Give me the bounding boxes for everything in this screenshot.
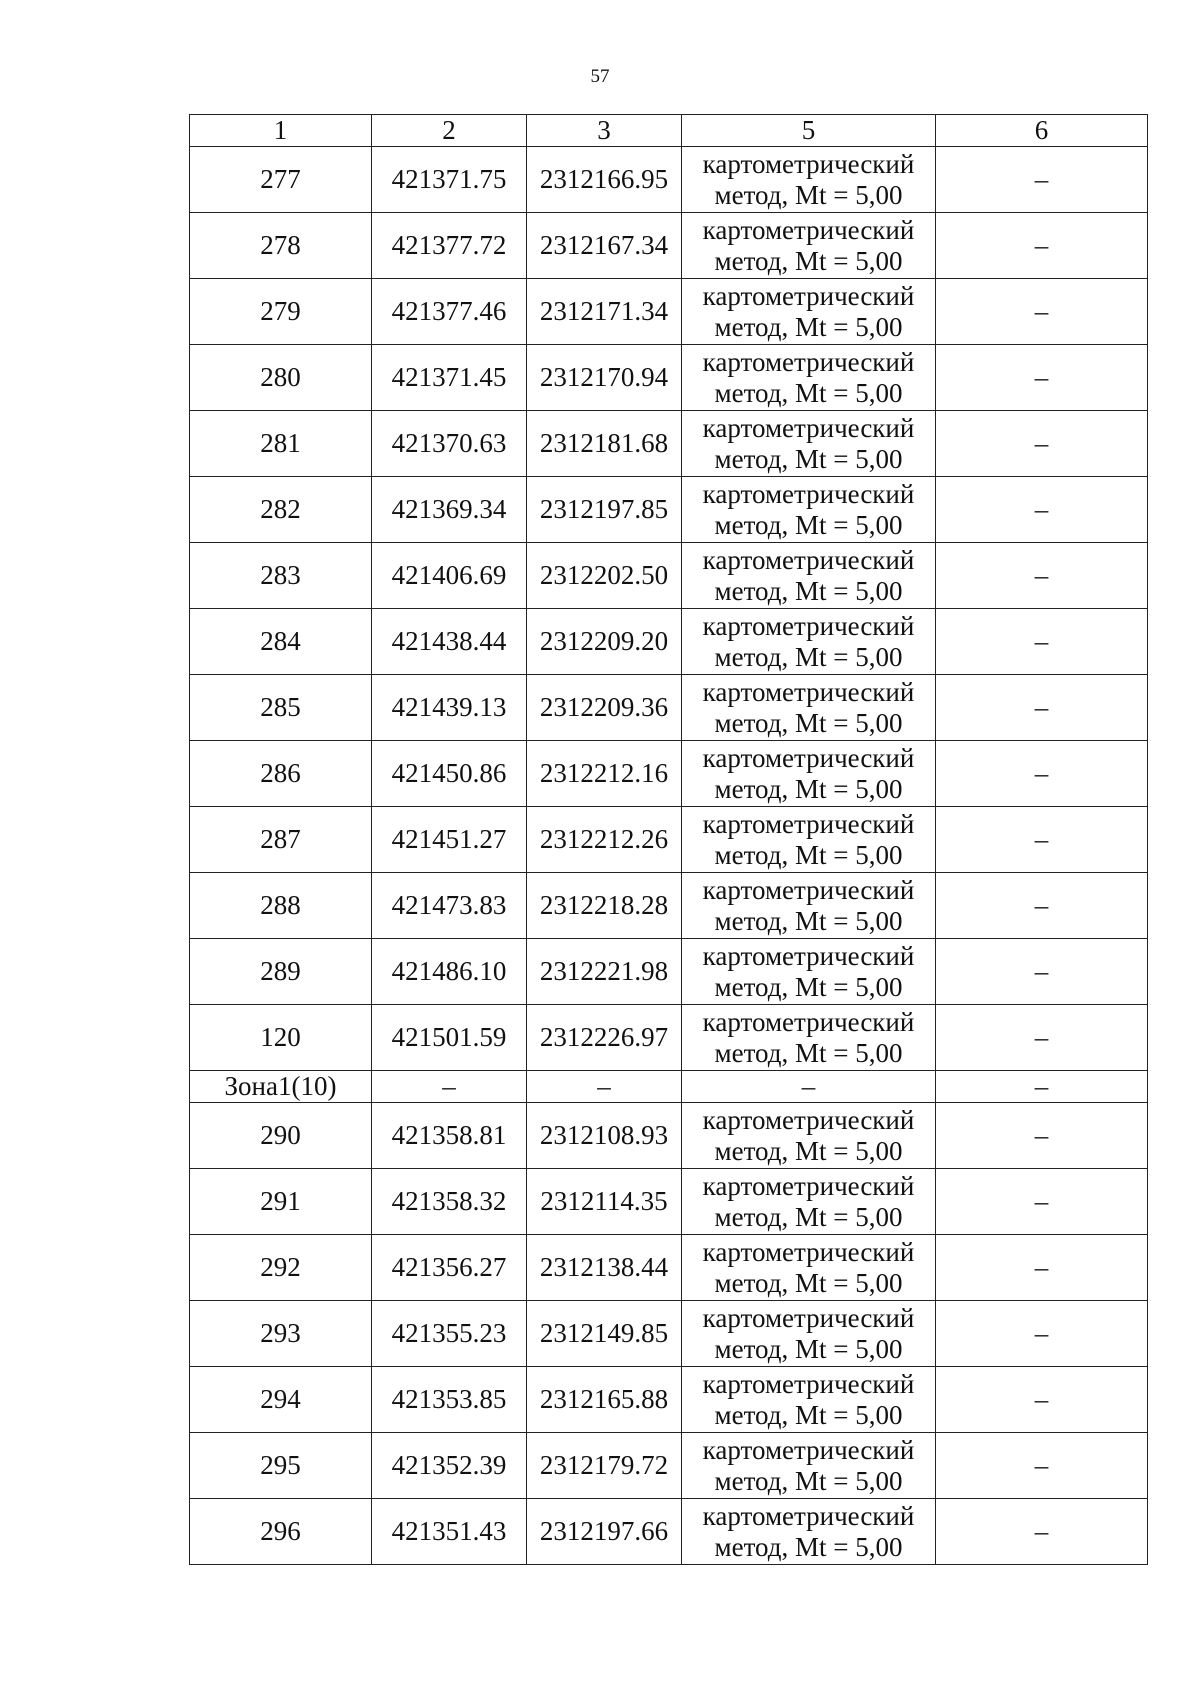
header-cell-col3: 3 — [527, 115, 682, 147]
y-coordinate-cell: 2312167.34 — [527, 213, 682, 279]
x-coordinate-cell: 421371.45 — [372, 345, 527, 411]
method-cell — [682, 345, 936, 411]
method-line-1: картометрический — [702, 1434, 915, 1465]
point-number-cell: 295 — [190, 1433, 372, 1499]
method-line-2: метод, Mt = 5,00 — [714, 1037, 903, 1068]
y-coordinate-cell: 2312114.35 — [527, 1169, 682, 1235]
table-row — [190, 477, 1148, 543]
method-cell — [682, 1005, 936, 1071]
x-coordinate-cell: 421369.34 — [372, 477, 527, 543]
x-coordinate-cell: 421439.13 — [372, 675, 527, 741]
y-coordinate-cell: 2312197.85 — [527, 477, 682, 543]
method-line-1: картометрический — [702, 808, 915, 839]
column-6-cell: – — [936, 345, 1148, 411]
method-cell — [682, 609, 936, 675]
coordinates-table — [189, 114, 1148, 1565]
x-coordinate-cell: 421486.10 — [372, 939, 527, 1005]
table-row — [190, 1301, 1148, 1367]
column-6-cell: – — [936, 939, 1148, 1005]
y-coordinate-cell: 2312197.66 — [527, 1499, 682, 1565]
column-6-cell: – — [936, 543, 1148, 609]
point-number-cell: 286 — [190, 741, 372, 807]
y-coordinate-cell: 2312171.34 — [527, 279, 682, 345]
method-cell — [682, 1169, 936, 1235]
method-cell: – — [682, 1071, 936, 1103]
method-cell — [682, 741, 936, 807]
header-cell-col5: 5 — [682, 115, 936, 147]
table-row — [190, 873, 1148, 939]
y-coordinate-cell: 2312202.50 — [527, 543, 682, 609]
table-row — [190, 1433, 1148, 1499]
column-6-cell: – — [936, 1103, 1148, 1169]
method-cell — [682, 477, 936, 543]
x-coordinate-cell: 421473.83 — [372, 873, 527, 939]
y-coordinate-cell: 2312108.93 — [527, 1103, 682, 1169]
x-coordinate-cell: 421370.63 — [372, 411, 527, 477]
column-6-cell: – — [936, 1235, 1148, 1301]
point-number-cell: 283 — [190, 543, 372, 609]
point-number-cell: 278 — [190, 213, 372, 279]
method-cell — [682, 213, 936, 279]
point-number-cell: 287 — [190, 807, 372, 873]
method-line-2: метод, Mt = 5,00 — [714, 377, 903, 408]
method-line-1: картометрический — [702, 148, 915, 179]
table-row — [190, 609, 1148, 675]
method-line-2: метод, Mt = 5,00 — [714, 1201, 903, 1232]
method-cell — [682, 873, 936, 939]
point-number-cell: 289 — [190, 939, 372, 1005]
x-coordinate-cell: – — [372, 1071, 527, 1103]
method-line-1: картометрический — [702, 676, 915, 707]
column-6-cell: – — [936, 1071, 1148, 1103]
y-coordinate-cell: 2312212.16 — [527, 741, 682, 807]
column-6-cell: – — [936, 609, 1148, 675]
y-coordinate-cell: 2312209.36 — [527, 675, 682, 741]
column-6-cell: – — [936, 1433, 1148, 1499]
column-6-cell: – — [936, 1301, 1148, 1367]
method-line-1: картометрический — [702, 874, 915, 905]
method-line-2: метод, Mt = 5,00 — [714, 245, 903, 276]
method-cell — [682, 543, 936, 609]
table-row — [190, 345, 1148, 411]
method-line-1: картометрический — [702, 544, 915, 575]
method-line-2: метод, Mt = 5,00 — [714, 971, 903, 1002]
x-coordinate-cell: 421351.43 — [372, 1499, 527, 1565]
column-6-cell: – — [936, 411, 1148, 477]
method-line-1: картометрический — [702, 1368, 915, 1399]
x-coordinate-cell: 421353.85 — [372, 1367, 527, 1433]
point-number-cell: 281 — [190, 411, 372, 477]
x-coordinate-cell: 421450.86 — [372, 741, 527, 807]
table-row — [190, 543, 1148, 609]
x-coordinate-cell: 421358.81 — [372, 1103, 527, 1169]
point-number-cell: 279 — [190, 279, 372, 345]
column-6-cell: – — [936, 1169, 1148, 1235]
method-cell — [682, 675, 936, 741]
x-coordinate-cell: 421356.27 — [372, 1235, 527, 1301]
y-coordinate-cell: 2312179.72 — [527, 1433, 682, 1499]
method-line-1: картометрический — [702, 1170, 915, 1201]
method-cell — [682, 1103, 936, 1169]
table-row — [190, 279, 1148, 345]
method-line-1: картометрический — [702, 1006, 915, 1037]
y-coordinate-cell: 2312138.44 — [527, 1235, 682, 1301]
method-cell — [682, 807, 936, 873]
point-number-cell: 296 — [190, 1499, 372, 1565]
y-coordinate-cell: 2312181.68 — [527, 411, 682, 477]
point-number-cell: 292 — [190, 1235, 372, 1301]
table-row — [190, 939, 1148, 1005]
header-cell-col6: 6 — [936, 115, 1148, 147]
y-coordinate-cell: 2312212.26 — [527, 807, 682, 873]
method-line-2: метод, Mt = 5,00 — [714, 509, 903, 540]
x-coordinate-cell: 421451.27 — [372, 807, 527, 873]
method-cell — [682, 279, 936, 345]
y-coordinate-cell: 2312226.97 — [527, 1005, 682, 1071]
header-row — [190, 115, 1148, 147]
x-coordinate-cell: 421377.72 — [372, 213, 527, 279]
table-row — [190, 411, 1148, 477]
method-line-2: метод, Mt = 5,00 — [714, 773, 903, 804]
method-line-2: метод, Mt = 5,00 — [714, 179, 903, 210]
method-cell — [682, 1301, 936, 1367]
method-line-2: метод, Mt = 5,00 — [714, 1531, 903, 1562]
method-line-2: метод, Mt = 5,00 — [714, 1267, 903, 1298]
column-6-cell: – — [936, 1005, 1148, 1071]
method-line-2: метод, Mt = 5,00 — [714, 905, 903, 936]
y-coordinate-cell: – — [527, 1071, 682, 1103]
table-body — [190, 115, 1148, 1565]
column-6-cell: – — [936, 741, 1148, 807]
table-row — [190, 1367, 1148, 1433]
point-number-cell: Зона1(10) — [190, 1071, 372, 1103]
x-coordinate-cell: 421377.46 — [372, 279, 527, 345]
point-number-cell: 120 — [190, 1005, 372, 1071]
x-coordinate-cell: 421371.75 — [372, 147, 527, 213]
point-number-cell: 294 — [190, 1367, 372, 1433]
point-number-cell: 288 — [190, 873, 372, 939]
point-number-cell: 290 — [190, 1103, 372, 1169]
table-row — [190, 213, 1148, 279]
y-coordinate-cell: 2312218.28 — [527, 873, 682, 939]
method-line-1: картометрический — [702, 610, 915, 641]
method-cell — [682, 411, 936, 477]
column-6-cell: – — [936, 1499, 1148, 1565]
method-line-1: картометрический — [702, 1500, 915, 1531]
column-6-cell: – — [936, 873, 1148, 939]
y-coordinate-cell: 2312170.94 — [527, 345, 682, 411]
column-6-cell: – — [936, 1367, 1148, 1433]
column-6-cell: – — [936, 477, 1148, 543]
method-line-1: картометрический — [702, 280, 915, 311]
method-cell — [682, 147, 936, 213]
y-coordinate-cell: 2312209.20 — [527, 609, 682, 675]
zone-row — [190, 1071, 1148, 1103]
method-cell — [682, 939, 936, 1005]
method-line-1: картометрический — [702, 940, 915, 971]
table-row — [190, 1499, 1148, 1565]
table-row — [190, 741, 1148, 807]
column-6-cell: – — [936, 147, 1148, 213]
table-row — [190, 807, 1148, 873]
method-line-1: картометрический — [702, 412, 915, 443]
method-line-1: картометрический — [702, 346, 915, 377]
x-coordinate-cell: 421352.39 — [372, 1433, 527, 1499]
method-line-1: картометрический — [702, 1104, 915, 1135]
point-number-cell: 282 — [190, 477, 372, 543]
table-row — [190, 1169, 1148, 1235]
method-line-1: картометрический — [702, 1302, 915, 1333]
method-line-2: метод, Mt = 5,00 — [714, 1399, 903, 1430]
point-number-cell: 284 — [190, 609, 372, 675]
x-coordinate-cell: 421355.23 — [372, 1301, 527, 1367]
method-line-2: метод, Mt = 5,00 — [714, 1135, 903, 1166]
point-number-cell: 285 — [190, 675, 372, 741]
table-row — [190, 1235, 1148, 1301]
method-line-2: метод, Mt = 5,00 — [714, 575, 903, 606]
method-cell — [682, 1499, 936, 1565]
table-row — [190, 147, 1148, 213]
method-line-2: метод, Mt = 5,00 — [714, 641, 903, 672]
method-line-1: картометрический — [702, 214, 915, 245]
y-coordinate-cell: 2312221.98 — [527, 939, 682, 1005]
method-line-1: картометрический — [702, 1236, 915, 1267]
x-coordinate-cell: 421406.69 — [372, 543, 527, 609]
y-coordinate-cell: 2312149.85 — [527, 1301, 682, 1367]
page-number: 57 — [590, 66, 610, 87]
method-line-2: метод, Mt = 5,00 — [714, 1333, 903, 1364]
x-coordinate-cell: 421358.32 — [372, 1169, 527, 1235]
x-coordinate-cell: 421501.59 — [372, 1005, 527, 1071]
column-6-cell: – — [936, 807, 1148, 873]
method-cell — [682, 1367, 936, 1433]
column-6-cell: – — [936, 279, 1148, 345]
header-cell-col1: 1 — [190, 115, 372, 147]
column-6-cell: – — [936, 213, 1148, 279]
method-line-2: метод, Mt = 5,00 — [714, 707, 903, 738]
method-line-2: метод, Mt = 5,00 — [714, 839, 903, 870]
method-line-1: картометрический — [702, 742, 915, 773]
point-number-cell: 280 — [190, 345, 372, 411]
method-line-2: метод, Mt = 5,00 — [714, 311, 903, 342]
method-line-1: картометрический — [702, 478, 915, 509]
x-coordinate-cell: 421438.44 — [372, 609, 527, 675]
method-line-2: метод, Mt = 5,00 — [714, 443, 903, 474]
table-row — [190, 1103, 1148, 1169]
y-coordinate-cell: 2312165.88 — [527, 1367, 682, 1433]
header-cell-col2: 2 — [372, 115, 527, 147]
point-number-cell: 291 — [190, 1169, 372, 1235]
method-line-2: метод, Mt = 5,00 — [714, 1465, 903, 1496]
table-row — [190, 1005, 1148, 1071]
point-number-cell: 293 — [190, 1301, 372, 1367]
method-cell — [682, 1235, 936, 1301]
y-coordinate-cell: 2312166.95 — [527, 147, 682, 213]
column-6-cell: – — [936, 675, 1148, 741]
point-number-cell: 277 — [190, 147, 372, 213]
table-row — [190, 675, 1148, 741]
method-cell — [682, 1433, 936, 1499]
